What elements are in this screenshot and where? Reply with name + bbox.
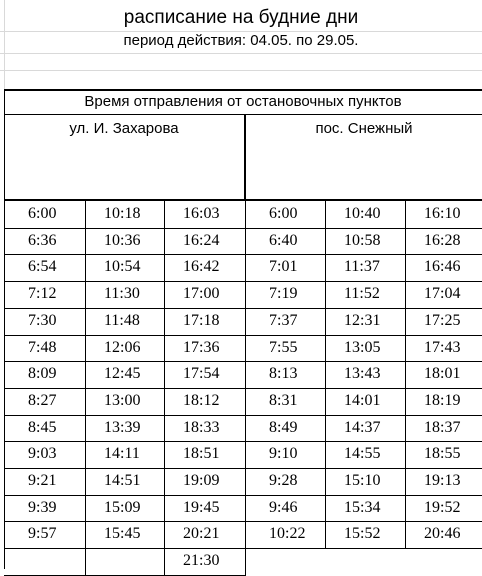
table-border-left bbox=[4, 89, 5, 569]
row-separator bbox=[4, 335, 482, 336]
departure-time-snezhny: 18:19 bbox=[424, 392, 461, 409]
departure-time-snezhny: 15:34 bbox=[344, 499, 381, 516]
departure-time-zakharova: 17:00 bbox=[183, 285, 220, 302]
departure-time-zakharova: 8:45 bbox=[28, 419, 57, 436]
departure-time-zakharova: 19:45 bbox=[183, 499, 220, 516]
row-separator bbox=[4, 441, 482, 442]
departure-time-zakharova: 12:06 bbox=[104, 339, 141, 356]
departure-time-zakharova: 6:36 bbox=[28, 232, 57, 249]
departure-time-snezhny: 9:28 bbox=[269, 472, 298, 489]
departure-time-zakharova: 8:27 bbox=[28, 392, 57, 409]
departure-time-zakharova: 7:12 bbox=[28, 285, 57, 302]
departure-time-zakharova: 12:45 bbox=[104, 365, 141, 382]
departure-time-zakharova: 9:57 bbox=[28, 525, 57, 542]
column-separator bbox=[85, 201, 86, 575]
departure-time-snezhny: 8:49 bbox=[269, 419, 298, 436]
table-header: Время отправления от остановочных пунктов bbox=[84, 93, 402, 110]
departure-time-snezhny: 6:00 bbox=[269, 205, 298, 222]
column-separator bbox=[164, 201, 165, 575]
departure-time-snezhny: 16:10 bbox=[424, 205, 461, 222]
departure-time-zakharova: 19:09 bbox=[183, 472, 220, 489]
departure-time-snezhny: 7:01 bbox=[269, 258, 298, 275]
departure-time-snezhny: 18:37 bbox=[424, 419, 461, 436]
row-separator bbox=[4, 308, 482, 309]
column-separator bbox=[325, 201, 326, 548]
departure-time-zakharova: 10:36 bbox=[104, 232, 141, 249]
departure-time-zakharova: 9:39 bbox=[28, 499, 57, 516]
departure-time-snezhny: 16:46 bbox=[424, 258, 461, 275]
departure-time-zakharova: 11:30 bbox=[104, 285, 140, 302]
departure-time-snezhny: 15:10 bbox=[344, 472, 381, 489]
stop-name-zakharova: ул. И. Захарова bbox=[69, 120, 179, 137]
departure-time-zakharova: 16:03 bbox=[183, 205, 220, 222]
departure-time-snezhny: 20:46 bbox=[424, 525, 461, 542]
row-separator bbox=[4, 361, 482, 362]
departure-time-snezhny: 18:01 bbox=[424, 365, 461, 382]
schedule-title: расписание на будние дни bbox=[123, 7, 359, 28]
departure-time-snezhny: 10:22 bbox=[269, 525, 306, 542]
departure-time-snezhny: 19:52 bbox=[424, 499, 461, 516]
departure-time-snezhny: 7:37 bbox=[269, 312, 298, 329]
column-separator bbox=[405, 201, 406, 548]
departure-time-zakharova: 15:09 bbox=[104, 499, 141, 516]
departure-time-zakharova: 17:54 bbox=[183, 365, 220, 382]
row-separator bbox=[4, 468, 482, 469]
departure-time-snezhny: 8:13 bbox=[269, 365, 298, 382]
departure-time-zakharova: 9:03 bbox=[28, 445, 57, 462]
departure-time-snezhny: 17:25 bbox=[424, 312, 461, 329]
departure-time-zakharova: 6:54 bbox=[28, 258, 57, 275]
departure-time-snezhny: 11:52 bbox=[344, 285, 380, 302]
departure-time-snezhny: 7:19 bbox=[269, 285, 298, 302]
departure-time-snezhny: 10:40 bbox=[344, 205, 381, 222]
departure-time-snezhny: 9:10 bbox=[269, 445, 298, 462]
departure-time-zakharova: 7:48 bbox=[28, 339, 57, 356]
departure-time-snezhny: 17:43 bbox=[424, 339, 461, 356]
departure-time-snezhny: 12:31 bbox=[344, 312, 381, 329]
departure-time-snezhny: 17:04 bbox=[424, 285, 461, 302]
departure-time-zakharova: 16:24 bbox=[183, 232, 220, 249]
departure-time-snezhny: 14:55 bbox=[344, 445, 381, 462]
departure-time-zakharova: 14:11 bbox=[104, 445, 140, 462]
row-separator bbox=[4, 521, 482, 522]
sheet-gridline bbox=[0, 70, 482, 71]
departure-time-zakharova: 20:21 bbox=[183, 525, 220, 542]
row-separator bbox=[4, 281, 482, 282]
row-separator bbox=[4, 548, 482, 549]
departure-time-snezhny: 13:05 bbox=[344, 339, 381, 356]
departure-time-snezhny: 15:52 bbox=[344, 525, 381, 542]
row-separator bbox=[4, 228, 482, 229]
departure-time-zakharova: 16:42 bbox=[183, 258, 220, 275]
departure-time-zakharova: 17:36 bbox=[183, 339, 220, 356]
departure-time-snezhny: 8:31 bbox=[269, 392, 298, 409]
departure-time-snezhny: 19:13 bbox=[424, 472, 461, 489]
departure-time-zakharova: 11:48 bbox=[104, 312, 140, 329]
departure-time-snezhny: 11:37 bbox=[344, 258, 380, 275]
departure-time-snezhny: 10:58 bbox=[344, 232, 381, 249]
departure-time-zakharova: 9:21 bbox=[28, 472, 57, 489]
row-separator bbox=[4, 254, 482, 255]
sheet-gridline bbox=[0, 53, 482, 54]
departure-time-zakharova: 17:18 bbox=[183, 312, 220, 329]
departure-time-snezhny: 16:28 bbox=[424, 232, 461, 249]
departure-time-zakharova: 6:00 bbox=[28, 205, 57, 222]
row-separator bbox=[4, 495, 482, 496]
column-separator bbox=[245, 201, 246, 576]
departure-time-snezhny: 6:40 bbox=[269, 232, 298, 249]
departure-time-zakharova: 18:51 bbox=[183, 445, 220, 462]
departure-time-zakharova: 13:00 bbox=[104, 392, 141, 409]
validity-period: период действия: 04.05. по 29.05. bbox=[123, 32, 359, 49]
departure-time-snezhny: 18:55 bbox=[424, 445, 461, 462]
departure-time-zakharova: 8:09 bbox=[28, 365, 57, 382]
group-header-bottom-border bbox=[4, 199, 482, 201]
departure-time-zakharova: 7:30 bbox=[28, 312, 57, 329]
departure-time-zakharova: 21:30 bbox=[183, 552, 220, 569]
row-separator bbox=[4, 388, 482, 389]
departure-time-zakharova: 10:54 bbox=[104, 258, 141, 275]
departure-time-snezhny: 14:37 bbox=[344, 419, 381, 436]
departure-time-zakharova: 14:51 bbox=[104, 472, 141, 489]
departure-time-zakharova: 10:18 bbox=[104, 205, 141, 222]
departure-time-snezhny: 7:55 bbox=[269, 339, 298, 356]
stop-name-snezhny: пос. Снежный bbox=[315, 120, 413, 137]
departure-time-zakharova: 15:45 bbox=[104, 525, 141, 542]
row-separator bbox=[4, 415, 482, 416]
departure-time-snezhny: 13:43 bbox=[344, 365, 381, 382]
departure-time-zakharova: 13:39 bbox=[104, 419, 141, 436]
departure-time-zakharova: 18:33 bbox=[183, 419, 220, 436]
header-separator bbox=[4, 114, 482, 115]
departure-time-snezhny: 9:46 bbox=[269, 499, 298, 516]
departure-time-zakharova: 18:12 bbox=[183, 392, 220, 409]
departure-time-snezhny: 14:01 bbox=[344, 392, 381, 409]
